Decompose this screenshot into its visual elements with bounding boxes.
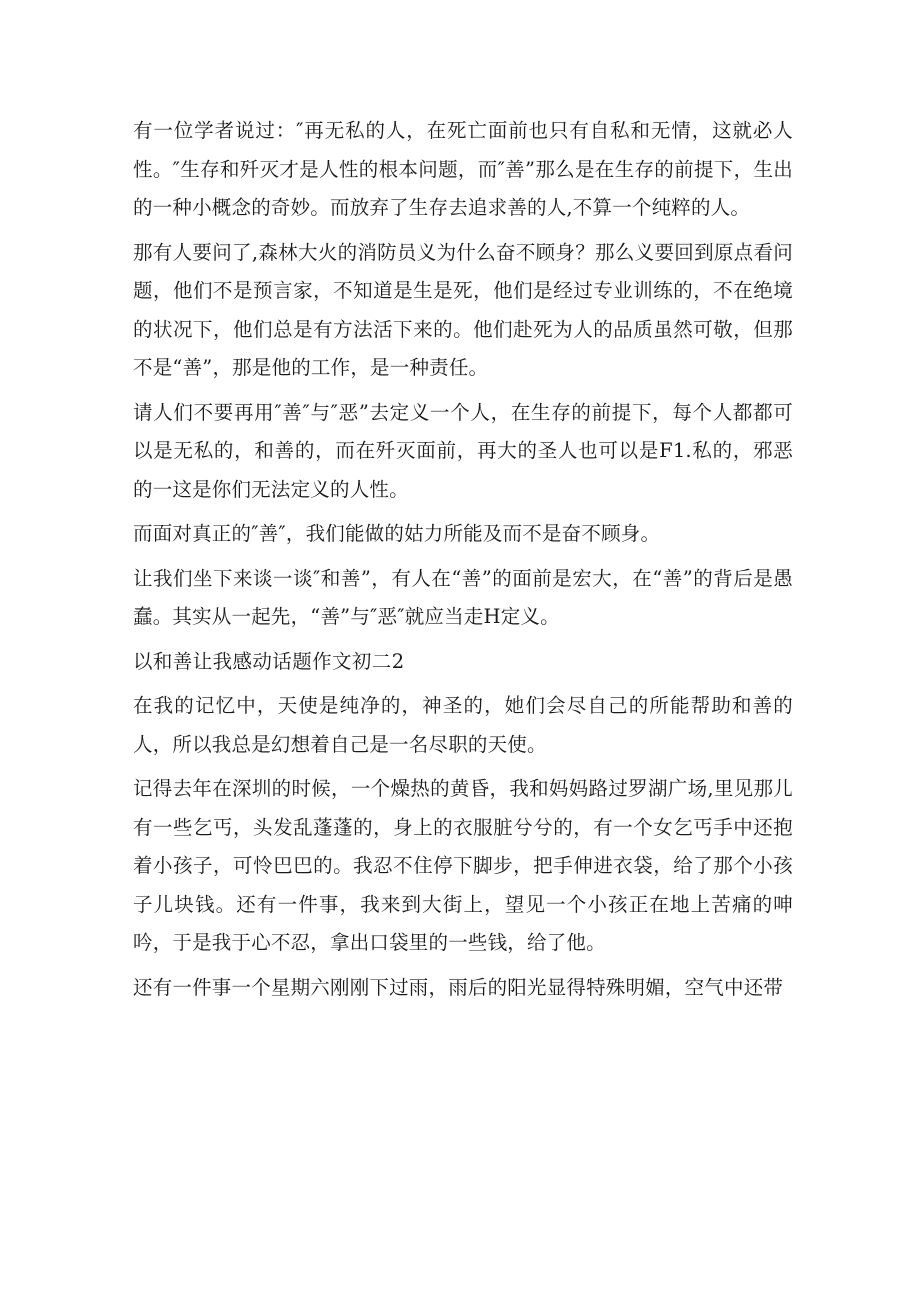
paragraph-7: 记得去年在深圳的时候，一个燥热的黄昏，我和妈妈路过罗湖广场,里见那儿有一些乞丐，头发乱蓬蓬的，身上的衣服脏兮兮的，有一个女乞丐手中还抱着小孩子，可怜巴巴的。我忍不住停下脚步，把手伸进衣袋，给了那个小孩子儿块钱。还有一件事，我来到大街上，望见一个小孩正在地上苦痛的呻吟，于是我于心不忍，拿出口袋里的一些钱，给了他。 — [133, 777, 793, 954]
paragraph-6: 在我的记忆中，天使是纯净的，神圣的，她们会尽自己的所能帮助和善的人，所以我总是幻想着自己是一名尽职的天使。 — [133, 694, 793, 756]
section-heading: 以和善让我感动话题作文初二2 — [133, 649, 405, 673]
paragraph-1: 有一位学者说过：″再无私的人，在死亡面前也只有自私和无情，这就必人性。″生存和歼灭才是人性的根本问题，而″善”那么是在生存的前提下，生出的一种小概念的奇妙。而放弃了生存去追求善的人,不算一个纯粹的人。 — [133, 119, 793, 219]
paragraph-5: 让我们坐下来谈一谈″和善”，有人在“善”的面前是宏大，在“善”的背后是愚蠢。其实从一起先，“善”与″恶″就应当走H定义。 — [133, 566, 793, 628]
document-body — [133, 112, 793, 1013]
paragraph-3: 请人们不要再用″善″与″恶”去定义一个人，在生存的前提下，每个人都都可以是无私的，和善的，而在歼灭面前，再大的圣人也可以是F1.私的，邪恶的一这是你们无法定义的人性。 — [133, 400, 793, 501]
paragraph-4: 而面对真正的″善″，我们能做的姑力所能及而不是奋不顾身。 — [133, 522, 661, 545]
paragraph-8: 还有一件事一个星期六刚刚下过雨，雨后的阳光显得特殊明媚，空气中还带 — [133, 975, 784, 999]
paragraph-2: 那有人要问了,森林大火的消防员义为什么奋不顾身？那么义要回到原点看问题，他们不是预言家，不知道是生是死，他们是经过专业训练的，不在绝境的状况下，他们总是有方法活下来的。他们赴死为人的品质虽然可敬，但那不是“善”，那是他的工作，是一种责任。 — [133, 240, 793, 379]
